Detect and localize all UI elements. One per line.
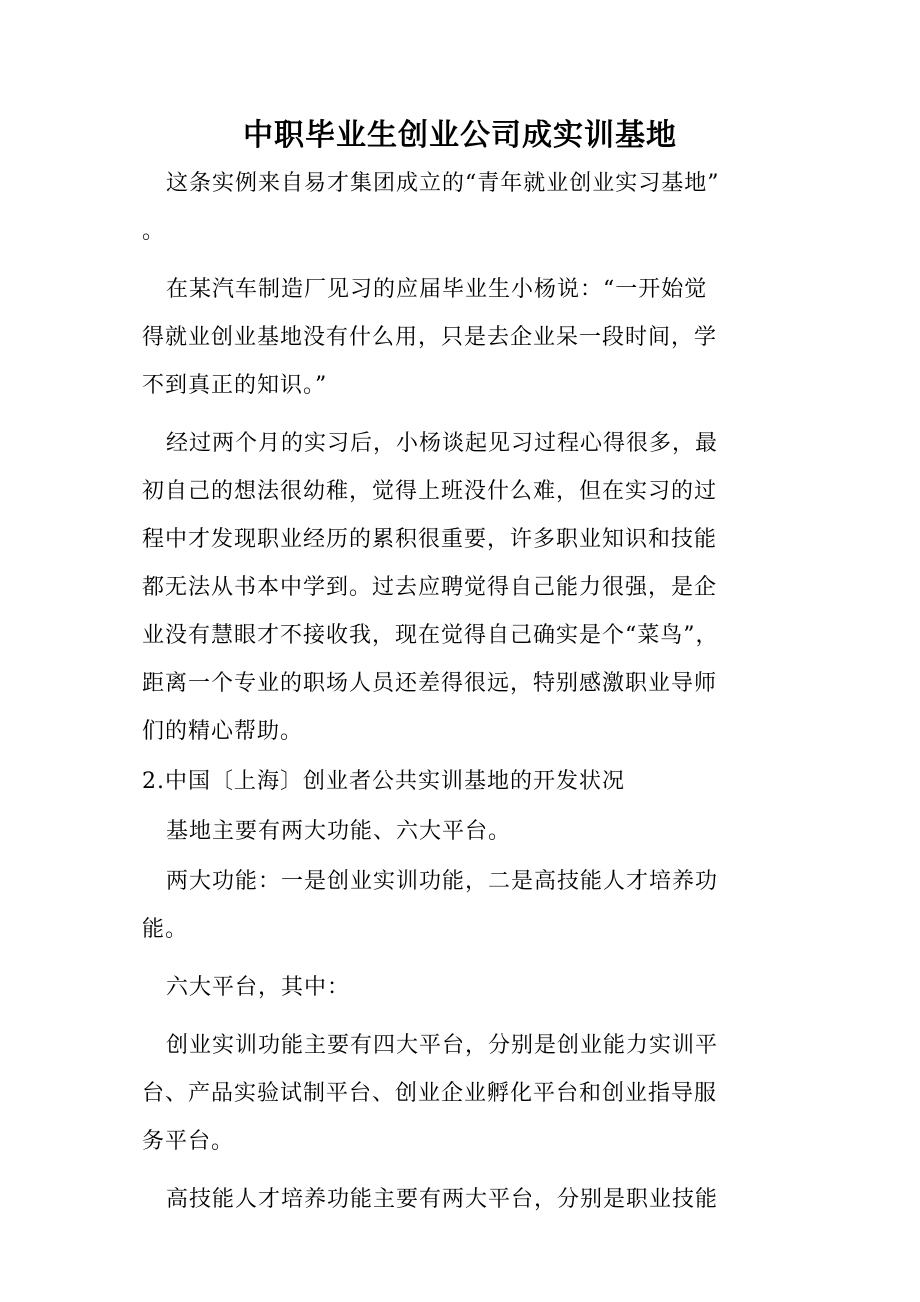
paragraph-line: 两大功能：一是创业实训功能，二是高技能人才培养功 bbox=[166, 869, 719, 894]
paragraph-line: 初自己的想法很幼稚，觉得上班没什么难，但在实习的过 bbox=[142, 479, 718, 504]
paragraph-line: 这条实例来自易才集团成立的“青年就业创业实习基地” bbox=[166, 171, 720, 196]
paragraph-line: 高技能人才培养功能主要有两大平台，分别是职业技能 bbox=[166, 1187, 719, 1212]
document-body bbox=[142, 160, 772, 1224]
paragraph-line: 六大平台，其中： bbox=[166, 975, 351, 1000]
paragraph-line: 能。 bbox=[142, 917, 189, 942]
paragraph-line: 距离一个专业的职场人员还差得很远，特别感激职业导师 bbox=[142, 671, 718, 696]
paragraph-line: 不到真正的知识。” bbox=[142, 373, 328, 398]
paragraph-line: 们的精心帮助。 bbox=[142, 719, 304, 744]
paragraph-line: 基地主要有两大功能、六大平台。 bbox=[166, 819, 512, 844]
paragraph-line: 创业实训功能主要有四大平台，分别是创业能力实训平 bbox=[166, 1033, 719, 1058]
paragraph-line: 业没有慧眼才不接收我，现在觉得自己确实是个“菜鸟”， bbox=[142, 623, 719, 648]
paragraph-line: 务平台。 bbox=[142, 1129, 235, 1154]
paragraph-line: 台、产品实验试制平台、创业企业孵化平台和创业指导服 bbox=[142, 1081, 718, 1106]
paragraph-line: 得就业创业基地没有什么用，只是去企业呆一段时间，学 bbox=[142, 325, 718, 350]
paragraph-line: 在某汽车制造厂见习的应届毕业生小杨说：“一开始觉 bbox=[166, 277, 708, 302]
paragraph-line: 程中才发现职业经历的累积很重要，许多职业知识和技能 bbox=[142, 527, 718, 552]
paragraph-line: 都无法从书本中学到。过去应聘觉得自己能力很强，是企 bbox=[142, 575, 718, 600]
document-title: 中职毕业生创业公司成实训基地 bbox=[243, 118, 677, 153]
section-heading: 2.中国〔上海〕创业者公共实训基地的开发状况 bbox=[142, 769, 625, 794]
paragraph-line: 经过两个月的实习后，小杨谈起见习过程心得很多，最 bbox=[166, 431, 719, 456]
paragraph-line: 。 bbox=[142, 219, 166, 244]
